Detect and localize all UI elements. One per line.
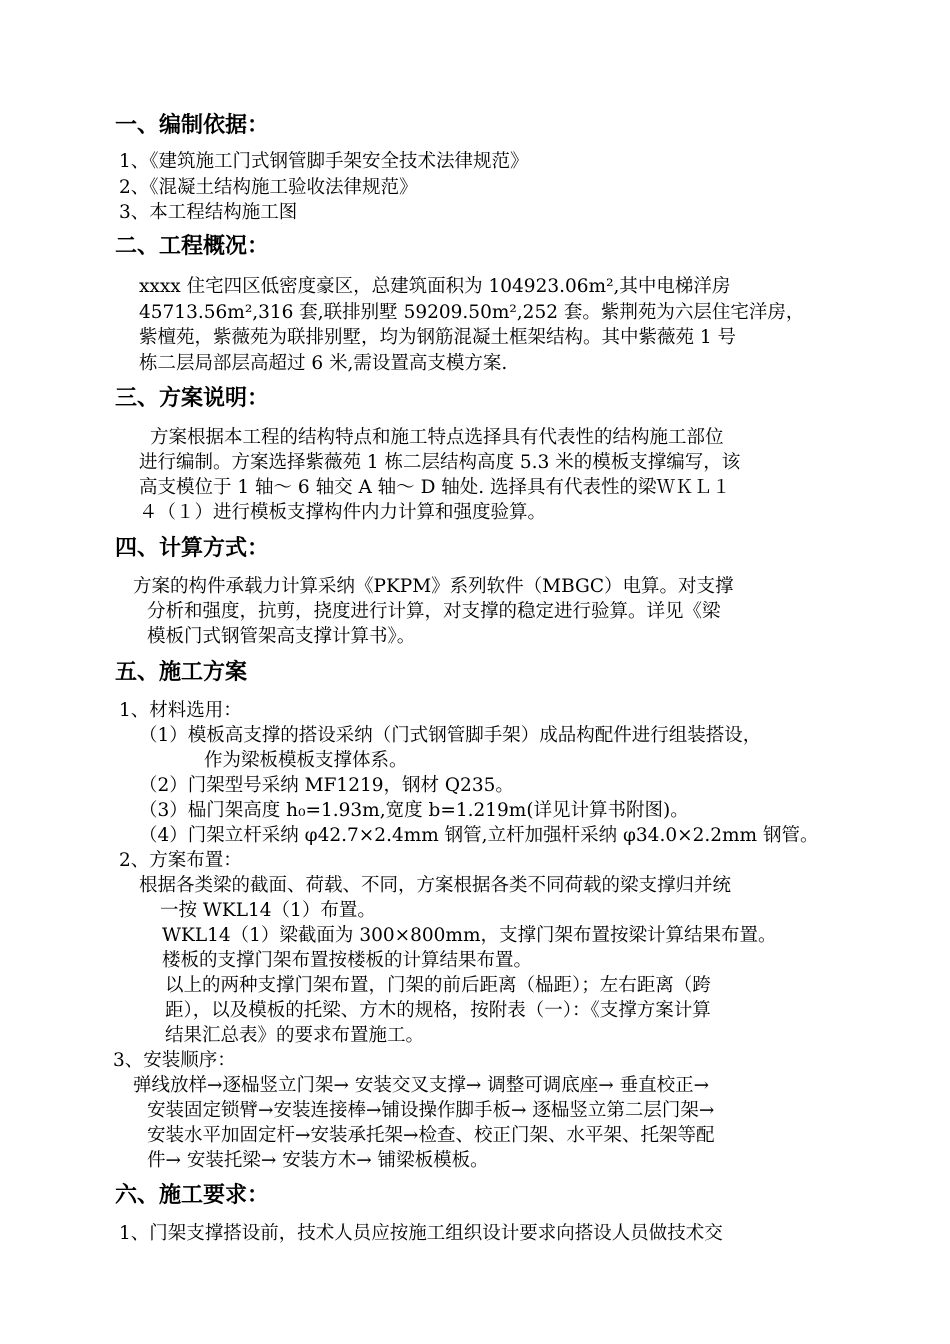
scheme-line-1: 方案根据本工程的结构特点和施工特点选择具有代表性的结构施工部位 [150,427,724,448]
install-line-1: 弹线放样→逐榀竖立门架→ 安装交叉支撑→ 调整可调底座→ 垂直校正→ [133,1075,710,1096]
reference-item-2: 2、《混凝土结构施工验收法律规范》 [119,177,418,198]
reference-item-3: 3、本工程结构施工图 [119,202,298,223]
requirement-line-1: 1、门架支撑搭设前，技术人员应按施工组织设计要求向搭设人员做技术交 [119,1223,723,1244]
layout-line-5: 以上的两种支撑门架布置，门架的前后距离（榀距）；左右距离（跨 [165,975,711,996]
material-item-4: （4）门架立杆采纳 φ42.7×2.4mm 钢管,立杆加强杆采纳 φ34.0×2.2mm 钢管。 [139,825,819,846]
calc-line-1: 方案的构件承载力计算采纳《PKPM》系列软件（MBGC）电算。对支撑 [133,576,734,597]
install-subheading: 3、安装顺序： [113,1050,236,1071]
section-5-heading: 五、施工方案 [115,660,248,685]
section-4-heading: 四、计算方式： [115,536,270,561]
material-item-3: （3）榀门架高度 h₀=1.93m,宽度 b=1.219m(详见计算书附图)。 [139,800,689,821]
scheme-line-2: 进行编制。方案选择紫薇苑 1 栋二层结构高度 5.3 米的模板支撑编写，该 [139,452,741,473]
layout-line-3: WKL14（1）梁截面为 300×800mm，支撑门架布置按梁计算结果布置。 [162,925,777,946]
overview-line-1: xxxx 住宅四区低密度豪区，总建筑面积为 104923.06m²,其中电梯洋房 [139,276,731,297]
section-2-heading: 二、工程概况： [115,234,270,259]
layout-line-4: 楼板的支撑门架布置按楼板的计算结果布置。 [162,950,533,971]
material-item-1-cont: 作为梁板模板支撑体系。 [204,750,408,771]
layout-line-7: 结果汇总表》的要求布置施工。 [165,1025,425,1046]
layout-line-6: 距），以及模板的托梁、方木的规格，按附表（一）：《支撑方案计算 [165,1000,711,1021]
calc-line-3: 模板门式钢管架高支撑计算书》。 [147,626,416,647]
scheme-line-3: 高支模位于 1 轴～ 6 轴交 A 轴～ D 轴处. 选择具有代表性的梁ＷＫＬ１ [139,477,731,498]
scheme-line-4: ４（１）进行模板支撑构件内力计算和强度验算。 [139,502,547,523]
layout-line-2: 一按 WKL14（1）布置。 [160,900,376,921]
reference-item-1: 1、《建筑施工门式钢管脚手架安全技术法律规范》 [119,151,529,172]
overview-line-4: 栋二层局部层高超过 6 米,需设置高支模方案. [139,353,508,374]
section-3-heading: 三、方案说明： [115,386,270,411]
install-line-2: 安装固定锁臂→安装连接棒→铺设操作脚手板→ 逐榀竖立第二层门架→ [147,1100,715,1121]
install-line-3: 安装水平加固定杆→安装承托架→检查、校正门架、水平架、托架等配 [147,1125,715,1146]
calc-line-2: 分析和强度，抗剪，挠度进行计算，对支撑的稳定进行验算。详见《梁 [147,601,721,622]
material-item-1: （1）模板高支撑的搭设采纳（门式钢管脚手架）成品构配件进行组装搭设， [139,725,762,746]
materials-subheading: 1、材料选用： [119,700,242,721]
layout-line-1: 根据各类梁的截面、荷载、不同，方案根据各类不同荷载的梁支撑归并统 [139,875,732,896]
section-1-heading: 一、编制依据： [115,113,270,138]
section-6-heading: 六、施工要求： [115,1183,270,1208]
overview-line-3: 紫檀苑，紫薇苑为联排别墅，均为钢筋混凝土框架结构。其中紫薇苑 1 号 [139,327,737,348]
layout-subheading: 2、方案布置： [119,850,242,871]
overview-line-2: 45713.56m²,316 套,联排别墅 59209.50m²,252 套。紫荆苑为六层住宅洋房， [139,302,805,323]
install-line-4: 件→ 安装托梁→ 安装方木→ 铺梁板模板。 [147,1150,489,1171]
material-item-2: （2）门架型号采纳 MF1219，钢材 Q235。 [139,775,514,796]
